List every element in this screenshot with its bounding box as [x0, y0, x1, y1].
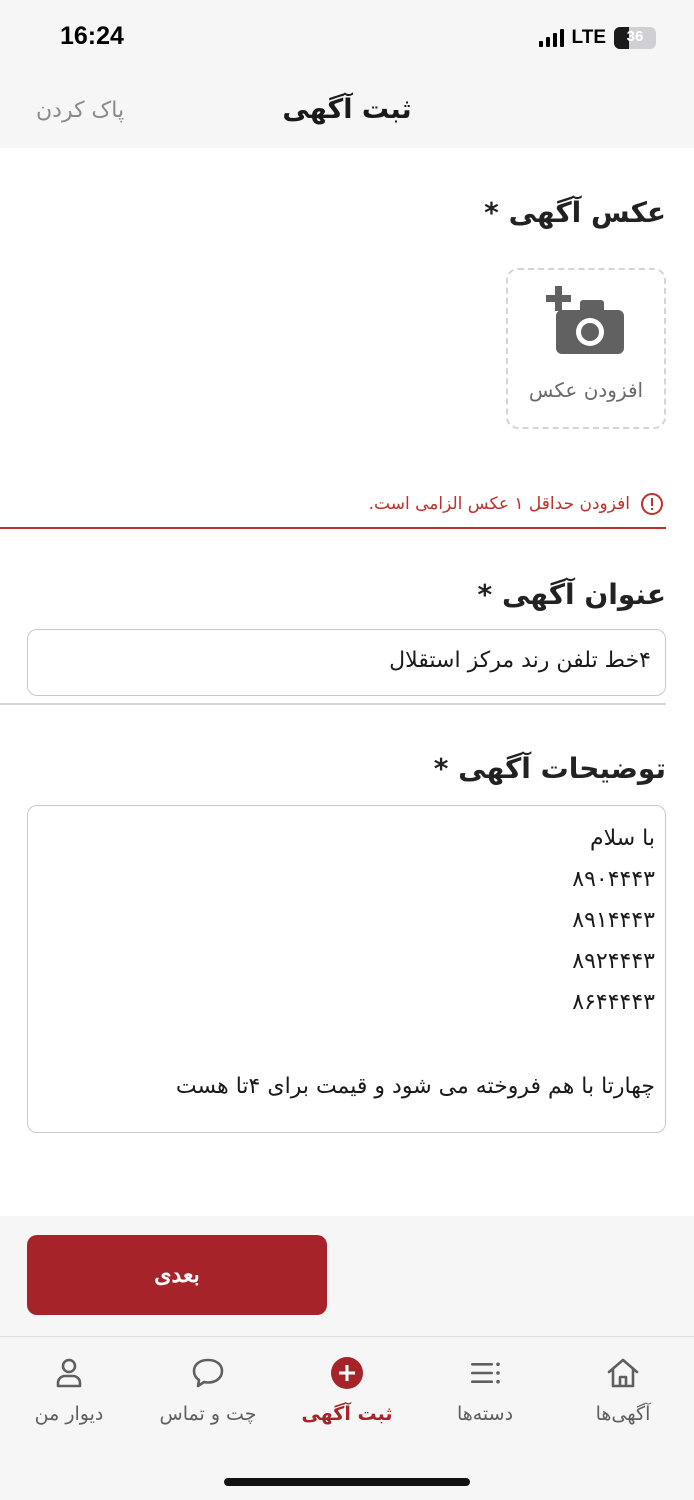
- battery-percent: 36: [626, 28, 644, 45]
- error-divider: [0, 527, 666, 529]
- plus-circle-icon: [329, 1355, 365, 1391]
- photo-error: [369, 492, 664, 516]
- home-indicator[interactable]: [224, 1478, 470, 1486]
- page-title: ثبت آگهی: [282, 94, 412, 125]
- status-bar: [0, 0, 694, 78]
- description-line: چهارتا با هم فروخته می شود و قیمت برای ۴تا هست: [175, 1074, 655, 1099]
- add-photo-label: افزودن عکس: [528, 378, 644, 402]
- description-textarea[interactable]: [27, 805, 666, 1133]
- error-icon: [640, 492, 664, 516]
- description-section-label: توضیحات آگهی *: [433, 752, 666, 785]
- tab-label: دیوار من: [34, 1403, 104, 1425]
- status-time: 16:24: [60, 22, 124, 50]
- description-line: ۸۹۱۴۴۴۳: [572, 908, 655, 933]
- signal-icon: [539, 29, 564, 47]
- tab-ads[interactable]: [554, 1355, 692, 1445]
- photo-section-label: عکس آگهی *: [484, 196, 666, 229]
- tab-bar: [0, 1336, 694, 1500]
- title-input-value: ۴خط تلفن رند مرکز استقلال: [389, 648, 651, 673]
- description-line: ۸۶۴۴۴۴۳: [572, 990, 655, 1015]
- description-line: ۸۹۰۴۴۴۳: [572, 867, 655, 892]
- description-line: ۸۹۲۴۴۴۳: [572, 949, 655, 974]
- tab-label: آگهی‌ها: [595, 1403, 651, 1425]
- tab-label: ثبت آگهی: [301, 1403, 393, 1425]
- tab-label: چت و تماس: [159, 1403, 257, 1425]
- description-line: با سلام: [589, 826, 655, 851]
- network-type: LTE: [571, 27, 606, 48]
- title-input[interactable]: [27, 629, 666, 696]
- next-button[interactable]: بعدی: [27, 1235, 327, 1315]
- clear-button[interactable]: پاک کردن: [36, 98, 125, 123]
- categories-icon: [467, 1355, 503, 1391]
- photo-error-text: افزودن حداقل ۱ عکس الزامی است.: [368, 494, 630, 514]
- tab-chat[interactable]: [139, 1355, 277, 1445]
- battery-icon: [614, 27, 656, 49]
- add-camera-icon: [546, 286, 630, 358]
- home-icon: [605, 1355, 641, 1391]
- tab-my-divar[interactable]: [0, 1355, 138, 1445]
- tab-label: دسته‌ها: [456, 1403, 514, 1425]
- title-section-label: عنوان آگهی *: [477, 578, 666, 611]
- status-indicators: [539, 27, 656, 49]
- add-photo-button[interactable]: [506, 268, 666, 429]
- nav-bar: [0, 78, 694, 148]
- chat-icon: [190, 1355, 226, 1391]
- tab-categories[interactable]: [416, 1355, 554, 1445]
- section-divider: [0, 703, 666, 705]
- tab-post-ad[interactable]: [278, 1355, 416, 1445]
- user-icon: [51, 1355, 87, 1391]
